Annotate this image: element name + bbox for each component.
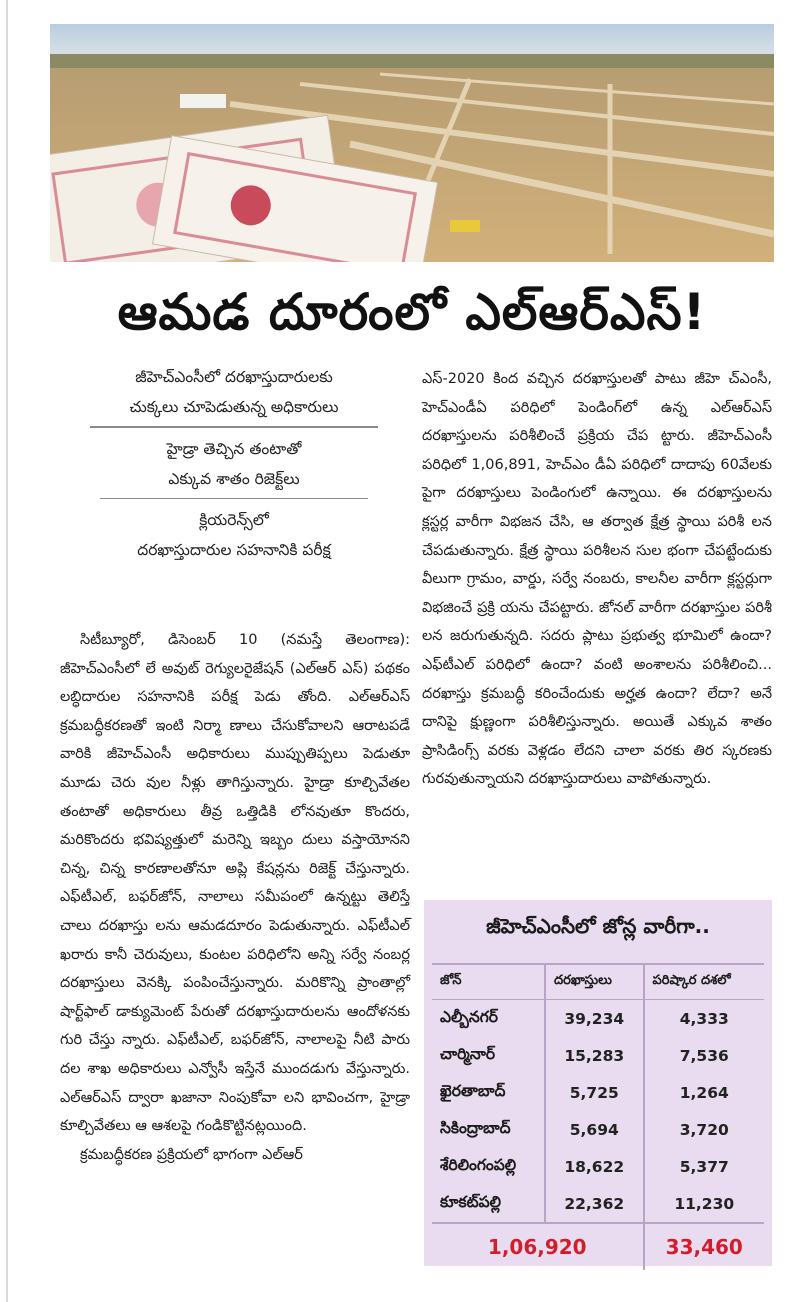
deck-line-6: దరఖాస్తుదారుల సహనానికి పరీక్ష — [137, 541, 331, 559]
deck-line-5: క్లియరెన్స్‌లో — [199, 511, 269, 529]
zone-stats-table — [432, 963, 764, 1270]
table-header-row — [432, 964, 764, 1000]
applications-count: 18,622 — [545, 1148, 644, 1185]
deck-line-1: జీహెచ్‌ఎంసీలో దరఖాస్తుదారులకు — [135, 368, 333, 386]
table-title: జీహెచ్‌ఎంసీలో జోన్ల వారీగా.. — [486, 914, 710, 938]
deck-divider — [100, 498, 368, 499]
zone-stats-box — [424, 900, 772, 1266]
applications-count: 5,694 — [545, 1111, 644, 1148]
headline: ఆమడ దూరంలో ఎల్‌ఆర్‌ఎస్‌! — [117, 283, 707, 341]
resolution-count: 5,377 — [679, 1157, 729, 1176]
header-zone: జోన్‌ — [432, 964, 545, 1000]
page-edge-rule — [6, 0, 8, 1302]
table-row — [432, 1185, 764, 1223]
table-row — [432, 1000, 764, 1038]
table-row — [432, 1037, 764, 1074]
total-in-resolution: 33,460 — [644, 1223, 764, 1270]
zone-name: కూకట్‌పల్లి — [432, 1185, 545, 1223]
deck-divider — [90, 426, 378, 428]
article-paragraph: సిటీబ్యూరో, డిసెంబర్‌ 10 (నమస్తే తెలంగాణ): జీహెచ్‌ఎంసీలో లే అవుట్‌ రెగ్యులరైజేషన్‌ (ఎల్‌ఆర్‌ ఎస్‌) పథకం లబ్ధిదారుల సహనానికి పరీక్ష పెడు తోంది. ఎల్‌ఆర్‌ఎస్‌ క్రమబద్ధీకరణతో ఇంటి నిర్మా ణాలు చేసుకోవాలని ఆరాటపడే వారికి జీహెచ్‌ఎంసీ అధికారులు ముప్పుతిప్పలు పెడుతూ మూడు చెరు వుల నీళ్లు తాగిస్తున్నారు. హైడ్రా కూల్చివేతల తంటాతో అధికారులు తీవ్ర ఒత్తిడికి లోనవుతూ కొందరు, మరికొందరు భవిష్యత్తులో మరెన్ని ఇబ్బం దులు వస్తాయోనని చిన్న, చిన్న కారణాలతోనూ అప్లి కేషన్లను రిజెక్ట్‌ చేస్తున్నారు. ఎఫ్‌టీఎల్‌, బఫర్‌జోన్‌, నాలాలు సమీపంలో ఉన్నట్టు తెలిస్తే చాలు దరఖాస్తు లను ఆమడదూరం పెడుతున్నారు. ఎఫ్‌టీఎల్‌ ఖరారు కానీ చెరువులు, కుంటల పరిధిలోని అన్ని సర్వే నంబర్ల దరఖాస్తులు వెనక్కి పంపించేస్తున్నారు. మరికొన్ని ప్రాంతాల్లో షార్ట్‌ఫాల్‌ డాక్యుమెంట్‌ పేరుతో దరఖాస్తుదారులను ఆందోళనకు గురి చేస్తు న్నారు. ఎఫ్‌టీఎల్‌, బఫర్‌జోన్‌, నాలాలపై నీటి పారు దల శాఖ అధికారులు ఎన్వోసీ ఇస్తేనే ముందడుగు వేస్తున్నారు. ఎల్‌ఆర్‌ఎస్‌ ద్వారా ఖజానా నింపుకోవా లని భావించగా, హైడ్రా కూల్చివేతలు ఆ ఆశలపై గండికొట్టినట్లయింది. — [60, 632, 410, 1135]
article-column-right — [422, 365, 772, 794]
zone-name: సికింద్రాబాద్‌ — [432, 1111, 545, 1148]
zone-name: శేరిలింగంపల్లి — [432, 1148, 545, 1185]
table-row — [432, 1074, 764, 1111]
article-photo — [50, 24, 774, 262]
applications-count: 15,283 — [545, 1037, 644, 1074]
total-applications: 1,06,920 — [432, 1223, 644, 1270]
header-applications: దరఖాస్తులు — [545, 964, 644, 1000]
applications-count: 5,725 — [545, 1074, 644, 1111]
resolution-count: 11,230 — [674, 1194, 735, 1213]
sub-headlines — [60, 362, 408, 565]
zone-name: ఎల్బీనగర్‌ — [432, 1000, 545, 1038]
applications-count: 22,362 — [545, 1185, 644, 1223]
resolution-count: 7,536 — [679, 1046, 729, 1065]
layout-plots-photo — [50, 24, 774, 262]
resolution-count: 4,333 — [679, 1009, 729, 1028]
article-column-left — [60, 626, 410, 1169]
article-paragraph: ఎస్‌-2020 కింద వచ్చిన దరఖాస్తులతో పాటు జీహె చ్‌ఎంసీ, హెచ్‌ఎండీఏ పరిధిలో పెండింగ్‌లో ఉన్న ఎల్‌ఆర్‌ఎస్‌ దరఖాస్తులను పరిశీలించే ప్రక్రియ చేప ట్టారు. జీహెచ్‌ఎంసీ పరిధిలో 1,06,891, హెచ్‌ఎం డీఏ పరిధిలో దాదాపు 60వేలకు పైగా దరఖాస్తులు పెండింగులో ఉన్నాయి. ఈ దరఖాస్తులను క్లస్టర్ల వారీగా విభజన చేసి, ఆ తర్వాత క్షేత్ర స్థాయి పరిశీ లన చేపడుతున్నారు. క్షేత్ర స్థాయి పరిశీలన సుల భంగా చేపట్టేందుకు వీలుగా గ్రామం, వార్డు, సర్వే నంబరు, కాలనీల వారీగా క్లస్టర్లుగా విభజించే ప్రక్రి యను చేపట్టారు. జోనల్‌ వారీగా దరఖాస్తుల పరిశీ లన జరుగుతున్నది. సదరు ప్లాటు ప్రభుత్వ భూమిలో ఉందా? ఎఫ్‌టీఎల్‌ పరిధిలో ఉందా? వంటి అంశాలను పరిశీలించి... దరఖాస్తు క్రమబద్ధీ కరించేందుకు అర్హత ఉందా? లేదా? అనే దానిపై క్షుణ్ణంగా పరిశీలిస్తున్నారు. అయితే ఎక్కువ శాతం ప్రాసిడింగ్స్‌ వరకు వెళ్లడం లేదని చాలా వరకు తిర స్కరణకు గురవుతున్నాయని దరఖాస్తుదారులు వాపోతున్నారు. — [422, 371, 772, 788]
zone-name: ఖైరతాబాద్‌ — [432, 1074, 545, 1111]
table-row — [432, 1148, 764, 1185]
table-row — [432, 1111, 764, 1148]
table-total-row — [432, 1223, 764, 1270]
deck-line-4: ఎక్కువ శాతం రిజెక్ట్‌లు — [168, 470, 300, 488]
resolution-count: 1,264 — [679, 1083, 729, 1102]
resolution-count: 3,720 — [679, 1120, 729, 1139]
zone-name: చార్మినార్‌ — [432, 1037, 545, 1074]
applications-count: 39,234 — [545, 1000, 644, 1038]
deck-line-2: చుక్కలు చూపెడుతున్న అధికారులు — [129, 398, 339, 416]
header-in-resolution: పరిష్కార దశలో — [644, 964, 764, 1000]
article-paragraph: క్రమబద్ధీకరణ ప్రక్రియలో భాగంగా ఎల్‌ఆర్‌ — [80, 1146, 303, 1163]
deck-line-3: హైడ్రా తెచ్చిన తంటాతో — [166, 440, 302, 458]
